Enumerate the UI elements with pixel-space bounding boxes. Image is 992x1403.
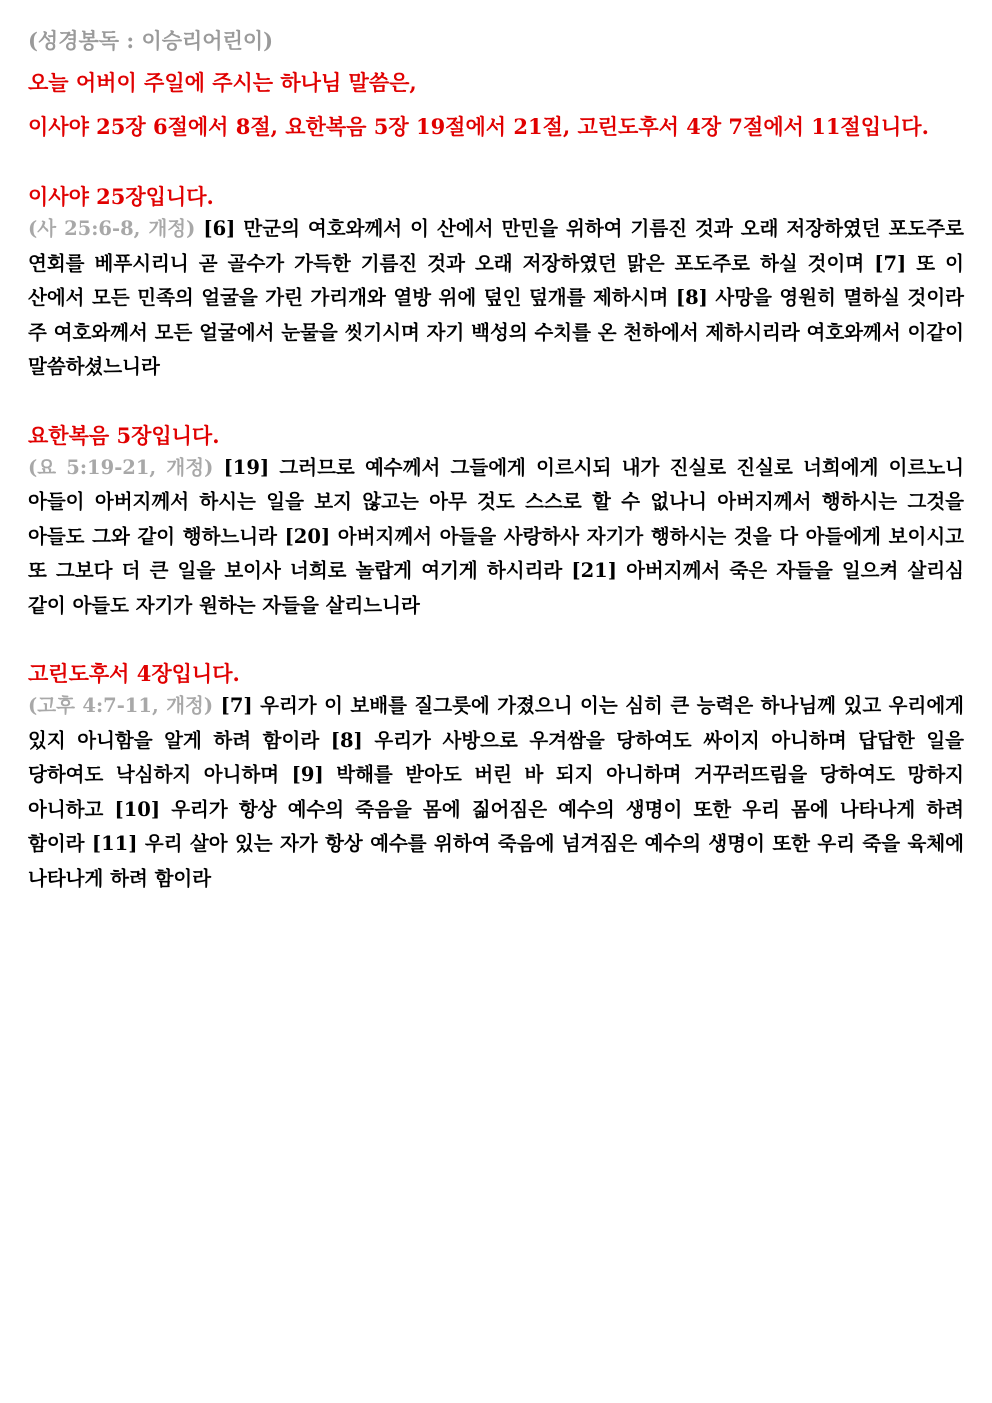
document-page <box>28 24 964 896</box>
passage-reference: (사 25:6-8, 개정) <box>28 217 196 240</box>
passage-text: [6] 만군의 여호와께서 이 산에서 만민을 위하여 기름진 것과 오래 저장하였던 포도주로 연회를 베푸시리니 곧 골수가 가득한 기름진 것과 오래 저장하였던 맑은 포도주로 하실 것이며 [7] 또 이 산에서 모든 민족의 얼굴을 가린 가리개와 열방 위에 덮인 덮개를 제하시며 [8] 사망을 영원히 멸하실 것이라 주 여호와께서 모든 얼굴에서 눈물을 씻기시며 자기 백성의 수치를 온 천하에서 제하시리라 여호와께서 이같이 말씀하셨느니라 <box>28 217 964 378</box>
section-2corinthians <box>28 659 964 896</box>
section-john <box>28 421 964 624</box>
intro-line-2: 이사야 25장 6절에서 8절, 요한복음 5장 19절에서 21절, 고린도후서 4장 7절에서 11절입니다. <box>28 114 929 139</box>
passage-text: [19] 그러므로 예수께서 그들에게 이르시되 내가 진실로 진실로 너희에게 이르노니 아들이 아버지께서 하시는 일을 보지 않고는 아무 것도 스스로 할 수 없나니 아버지께서 행하시는 그것을 아들도 그와 같이 행하느니라 [20] 아버지께서 아들을 사랑하사 자기가 행하시는 것을 다 아들에게 보이시고 또 그보다 더 큰 일을 보이사 너희로 놀랍게 여기게 하시리라 [21] 아버지께서 죽은 자들을 일으켜 살리심 같이 아들도 자기가 원하는 자들을 살리느니라 <box>28 455 964 617</box>
reader-credit: (성경봉독 : 이승리어린이) <box>28 28 274 53</box>
passage-text: [7] 우리가 이 보배를 질그릇에 가졌으니 이는 심히 큰 능력은 하나님께 있고 우리에게 있지 아니함을 알게 하려 함이라 [8] 우리가 사방으로 우겨쌈을 당하여도 싸이지 아니하며 답답한 일을 당하여도 낙심하지 아니하며 [9] 박해를 받아도 버린 바 되지 아니하며 거꾸러뜨림을 당하여도 망하지 아니하고 [10] 우리가 항상 예수의 죽음을 몸에 짊어짐은 예수의 생명이 또한 우리 몸에 나타나게 하려 함이라 [11] 우리 살아 있는 자가 항상 예수를 위하여 죽음에 넘겨짐은 예수의 생명이 또한 우리 죽을 육체에 나타나게 하려 함이라 <box>28 694 965 890</box>
passage-reference: (요 5:19-21, 개정) <box>28 455 214 479</box>
passage-reference: (고후 4:7-11, 개정) <box>28 694 214 717</box>
section-heading: 고린도후서 4장입니다. <box>28 661 240 686</box>
passage-paragraph <box>28 451 964 624</box>
section-isaiah <box>28 182 964 385</box>
section-heading: 요한복음 5장입니다. <box>28 422 220 448</box>
intro-line-1: 오늘 어버이 주일에 주시는 하나님 말씀은, <box>28 70 417 95</box>
passage-paragraph <box>28 689 964 896</box>
section-heading: 이사야 25장입니다. <box>28 184 214 209</box>
passage-paragraph <box>28 212 964 385</box>
